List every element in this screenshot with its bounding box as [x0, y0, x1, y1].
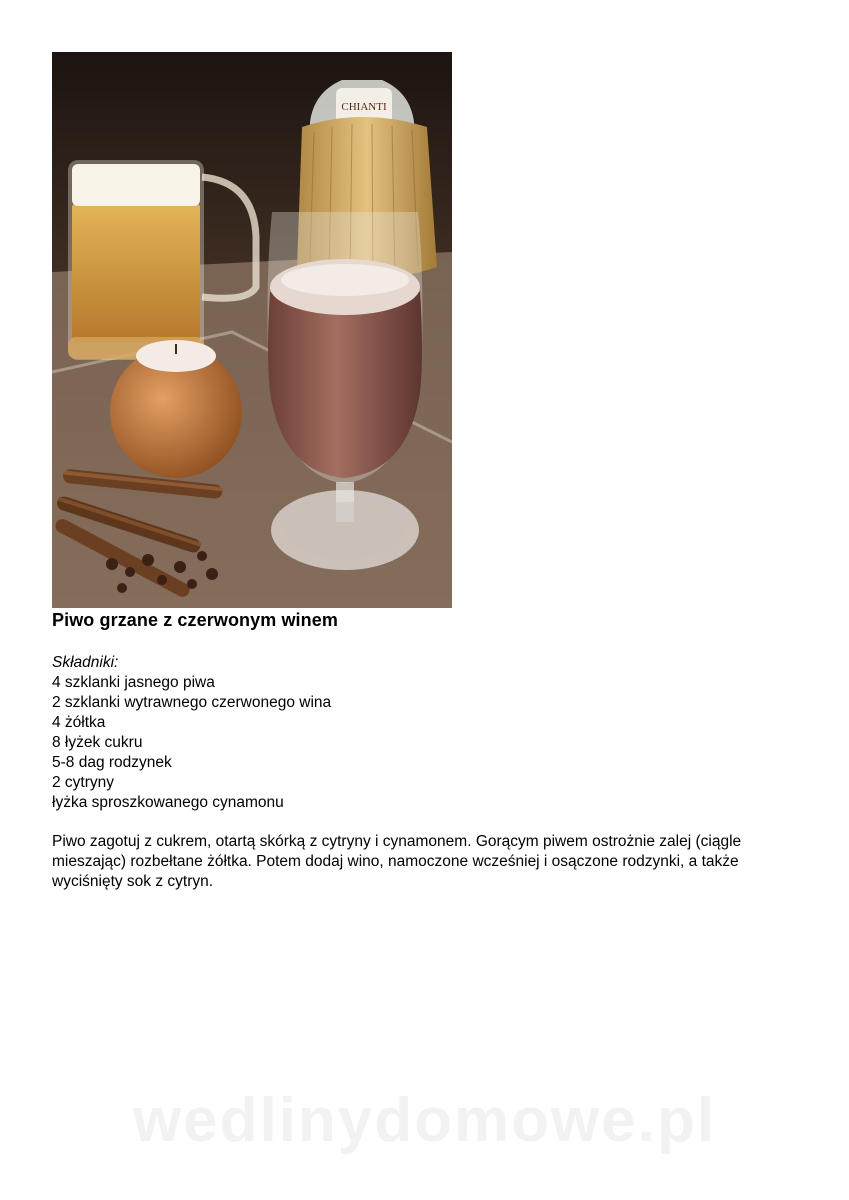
ingredient-item: 4 szklanki jasnego piwa: [52, 674, 215, 691]
ingredients-label: Składniki:: [52, 654, 119, 671]
ingredients-list: [52, 673, 331, 813]
site-watermark: wedlinydomowe.pl: [132, 1086, 717, 1155]
ingredients-section: [52, 653, 331, 813]
recipe-title: Piwo grzane z czerwonym winem: [52, 610, 338, 630]
ingredient-item: 2 szklanki wytrawnego czerwonego wina: [52, 694, 332, 711]
ingredient-item: 2 cytryny: [52, 774, 115, 791]
ingredient-item: 4 żółtka: [52, 714, 106, 731]
bottle-label: CHIANTI: [341, 101, 387, 113]
ingredient-item: łyżka sproszkowanego cynamonu: [52, 794, 284, 811]
recipe-photo-illustration: [52, 52, 452, 608]
ingredient-item: 5-8 dag rodzynek: [52, 754, 172, 771]
recipe-photo: [52, 52, 452, 608]
recipe-instructions: Piwo zagotuj z cukrem, otartą skórką z cytryny i cynamonem. Gorącym piwem ostrożnie zalej (ciągle mieszając) rozbełtane żółtka. Potem dodaj wino, namoczone wcześniej i osączone rodzynki, a także wyciśnięty sok z cytryn.: [52, 833, 742, 890]
ingredient-item: 8 łyżek cukru: [52, 734, 143, 751]
